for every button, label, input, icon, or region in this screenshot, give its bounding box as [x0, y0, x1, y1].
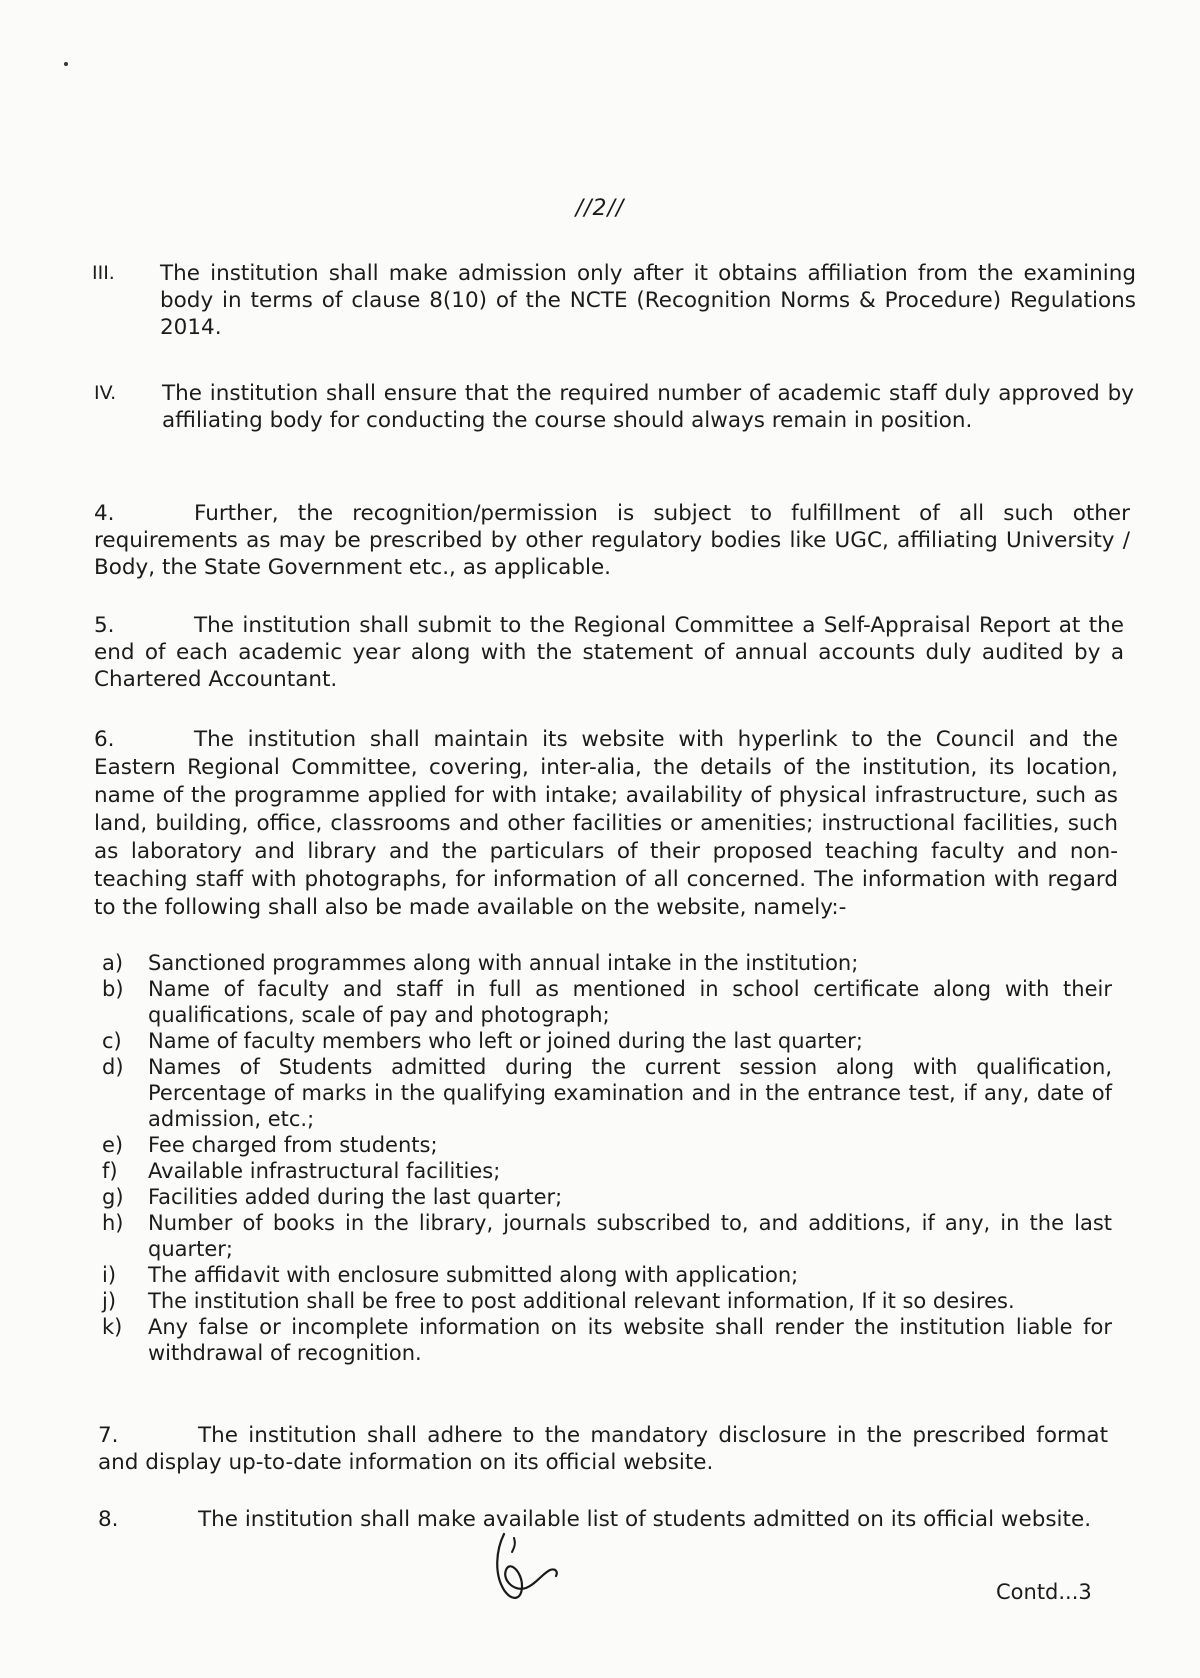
list-item: h) Number of books in the library, journals subscribed to, and additions, if any, in the last quarter; [102, 1211, 1112, 1261]
list-item: f) Available infrastructural facilities; [102, 1159, 501, 1183]
page-number: //2// [575, 196, 625, 221]
list-item: g) Facilities added during the last quarter; [102, 1185, 563, 1209]
condition-text: The institution shall make admission only after it obtains affiliation from the examining body in terms of clause 8(10) of the NCTE (Recognition Norms & Procedure) Regulations 2014. [160, 261, 1136, 340]
paragraph-8 [98, 1506, 1108, 1533]
list-item: k) Any false or incomplete information on its website shall render the institution liable for withdrawal of recognition. [102, 1315, 1112, 1365]
website-items-list [102, 950, 1112, 1366]
list-item: d) Names of Students admitted during the current session along with qualification, Percentage of marks in the qualifying examination and in the entrance test, if any, date of admission, etc.; [102, 1055, 1112, 1131]
list-item: b) Name of faculty and staff in full as mentioned in school certificate along with their qualifications, scale of pay and photograph; [102, 977, 1112, 1027]
condition-marker: IV. [94, 382, 117, 404]
paragraph-text: The institution shall adhere to the mandatory disclosure in the prescribed format and display up-to-date information on its official website. [98, 1423, 1108, 1475]
paragraph-5 [94, 612, 1124, 693]
paragraph-number: 4. [94, 501, 115, 526]
paragraph-text: The institution shall submit to the Regional Committee a Self-Appraisal Report at the end of each academic year along with the statement of annual accounts duly audited by a Chartered Accountant. [94, 613, 1124, 692]
list-item: j) The institution shall be free to post additional relevant information, If it so desires. [102, 1289, 1015, 1313]
list-item: i) The affidavit with enclosure submitted along with application; [102, 1263, 799, 1287]
signature-mark [492, 1530, 562, 1610]
paragraph-7 [98, 1422, 1108, 1476]
scan-speck [64, 62, 68, 66]
paragraph-number: 5. [94, 613, 115, 638]
paragraph-number: 6. [94, 727, 115, 752]
condition-iv [94, 380, 1134, 434]
paragraph-number: 7. [98, 1423, 119, 1448]
list-item: a) Sanctioned programmes along with annual intake in the institution; [102, 951, 859, 975]
continuation-note: Contd...3 [996, 1580, 1092, 1604]
paragraph-text: Further, the recognition/permission is subject to fulfillment of all such other requirements as may be prescribed by other regulatory bodies like UGC, affiliating University / Body, the State Government etc., as applicable. [94, 501, 1130, 580]
condition-text: The institution shall ensure that the required number of academic staff duly approved by affiliating body for conducting the course should always remain in position. [162, 381, 1134, 433]
paragraph-number: 8. [98, 1507, 119, 1532]
list-item: c) Name of faculty members who left or joined during the last quarter; [102, 1029, 863, 1053]
condition-marker: III. [92, 262, 115, 284]
paragraph-6 [94, 726, 1118, 922]
paragraph-text: The institution shall maintain its website with hyperlink to the Council and the Eastern Regional Committee, covering, inter-alia, the details of the institution, its location, name of the programme applied for with intake; availability of physical infrastructure, such as land, building, office, classrooms and other facilities or amenities; instructional facilities, such as laboratory and library and the particulars of their proposed teaching faculty and non-teaching staff with photographs, for information of all concerned. The information with regard to the following shall also be made available on the website, namely:- [94, 727, 1118, 920]
condition-iii [92, 260, 1136, 341]
paragraph-4 [94, 500, 1130, 581]
paragraph-text: The institution shall make available list of students admitted on its official website. [198, 1507, 1092, 1532]
list-item: e) Fee charged from students; [102, 1133, 438, 1157]
